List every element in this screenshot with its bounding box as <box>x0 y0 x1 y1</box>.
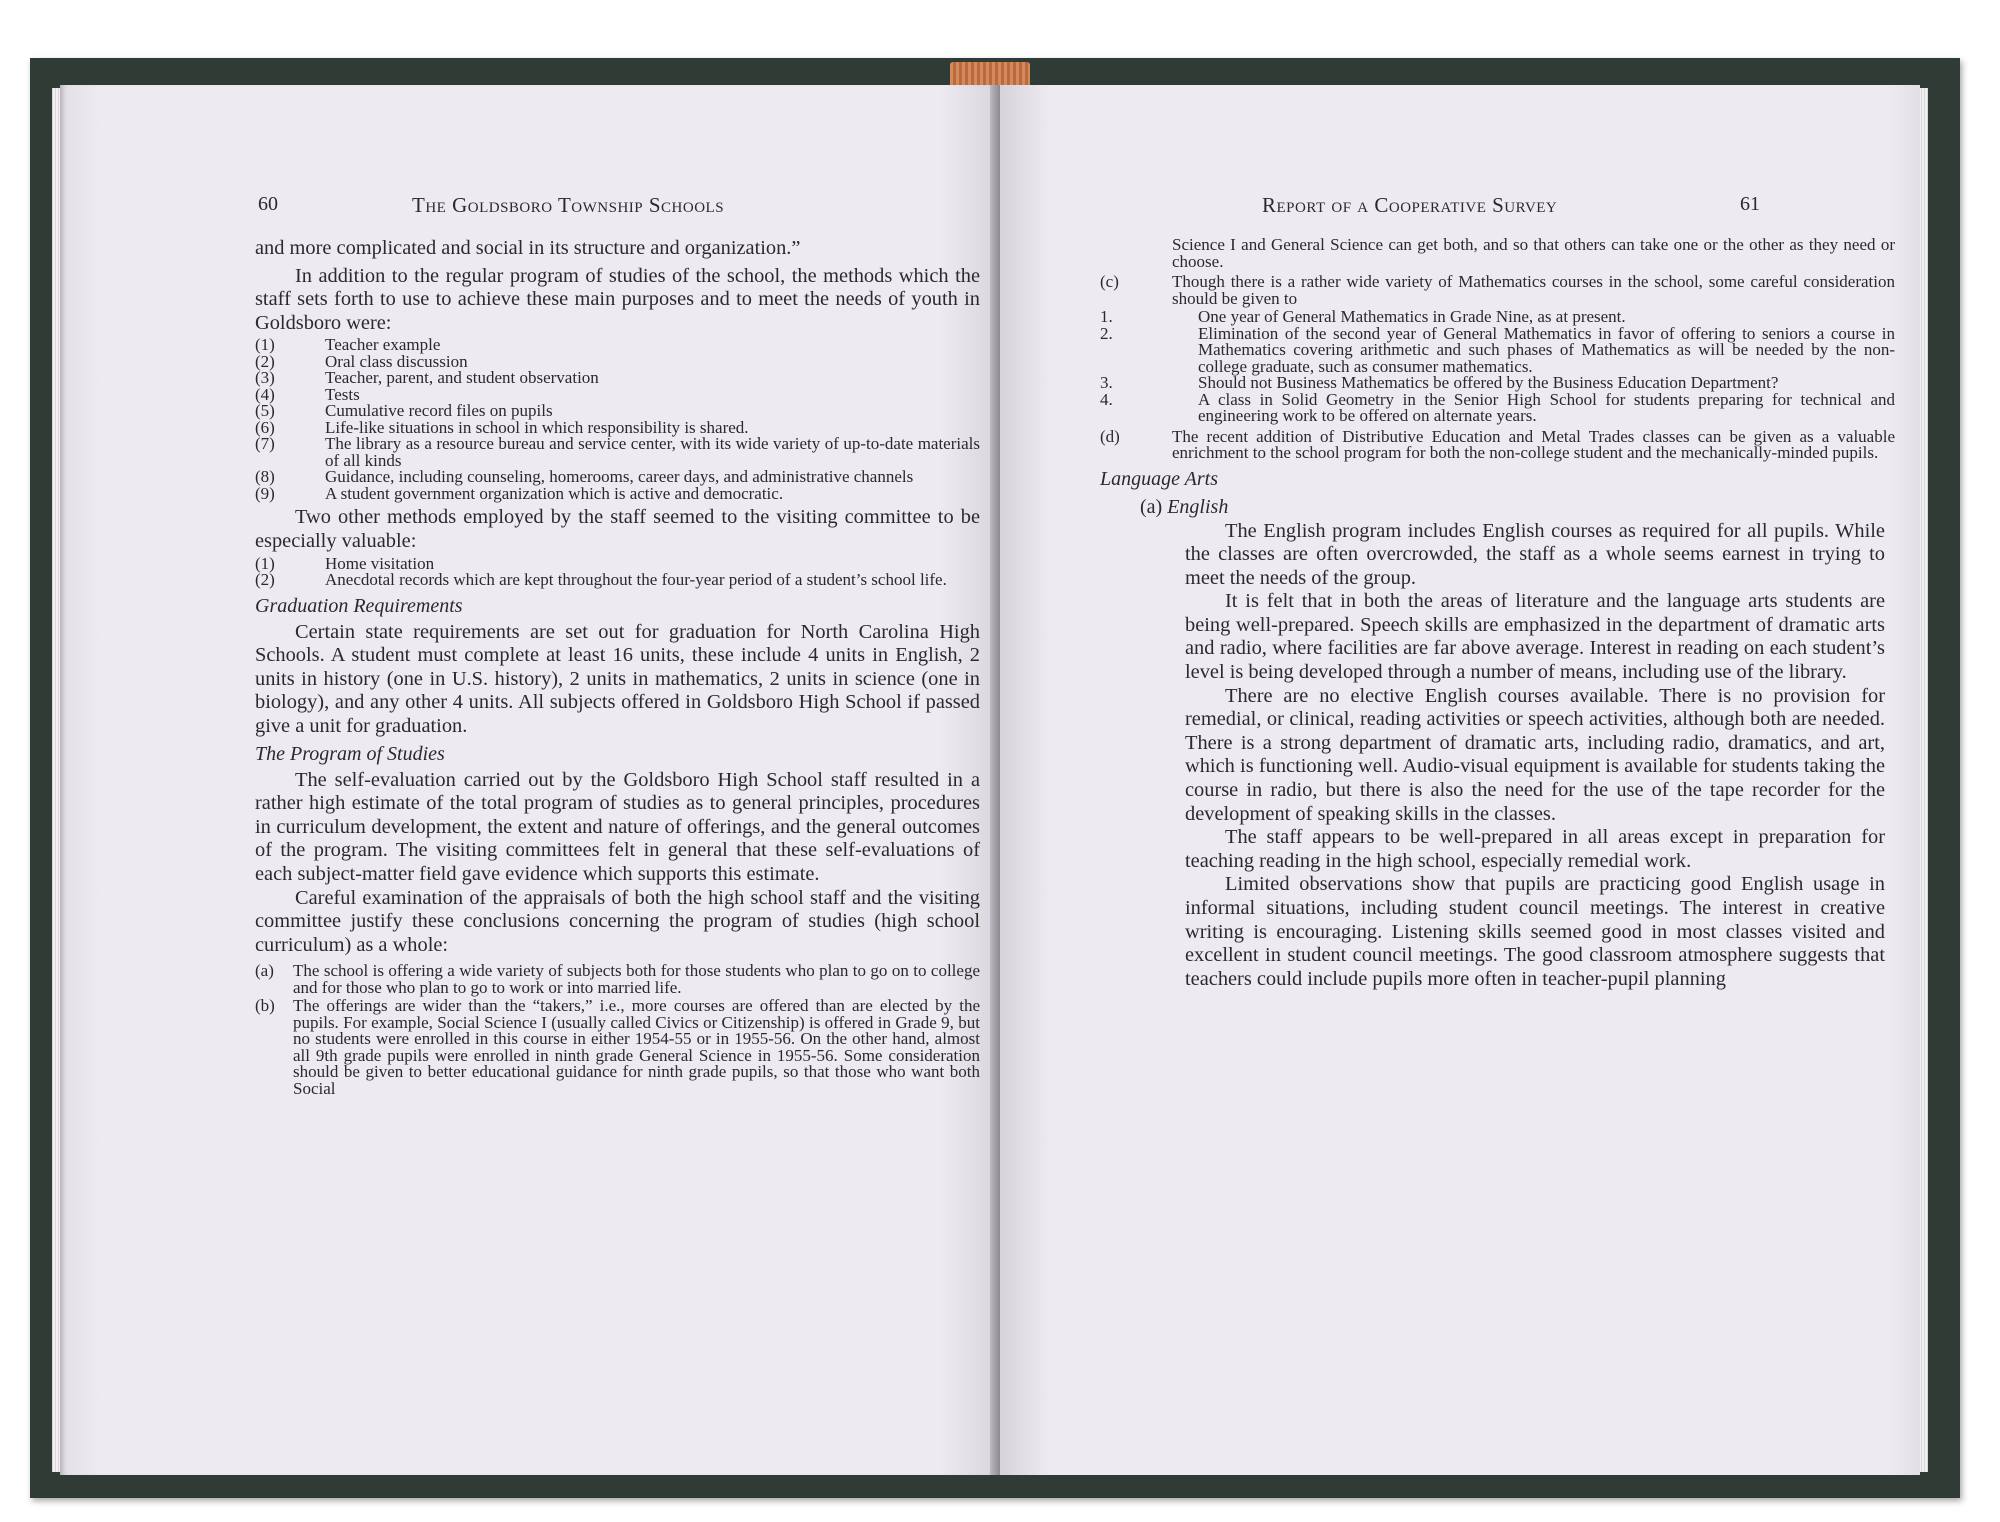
subheading-marker: (a) <box>1140 495 1163 518</box>
list-marker: (a) <box>255 961 274 981</box>
paragraph-english-program: The English program includes English courses as required for all pupils. While the classes are often overcrowded, the staff as a whole seems earnest in trying to meet the needs of the group. <box>1185 519 1885 589</box>
list-text: Though there is a rather wide variety of Mathematics courses in the school, some careful consideration should be given to <box>1172 272 1895 308</box>
list-marker: (b) <box>255 996 275 1016</box>
list-text: Tests <box>325 384 360 404</box>
paragraph-limited-observations: Limited observations show that pupils are practicing good English usage in informal situations, including student council meetings. The interest in creative writing is encouraging. Listening skills seemed good in most classes visited and excellent in student council meetings. The good classroom atmosphere suggests that teachers could include pupils more often in teacher-pupil planning <box>1185 873 1885 990</box>
paragraph-continued: and more complicated and social in its structure and organization.” <box>255 237 801 259</box>
list-item <box>1100 323 1895 376</box>
subheading-text: English <box>1167 495 1229 518</box>
list-text: A class in Solid Geometry in the Senior High School for students preparing for technical and engineering work to be offered on alternate years. <box>1198 389 1895 425</box>
page-number-left: 60 <box>258 193 278 215</box>
heading-program-of-studies: The Program of Studies <box>255 742 445 765</box>
item-d-list <box>1100 426 1895 462</box>
left-page-content <box>255 237 980 1101</box>
list-text: Life-like situations in school in which responsibility is shared. <box>325 417 749 437</box>
paragraph-graduation: Certain state requirements are set out for graduation for North Carolina High Schools. A student must complete at least 16 units, these include 4 units in English, 2 units in history (one in U.S. history), 2 units in mathematics, 2 units in science (one in biology), and any other 4 units. All subjects offered in Goldsboro High School if passed give a unit for graduation. <box>255 620 980 737</box>
list-item <box>255 483 980 503</box>
list-text: Should not Business Mathematics be offered by the Business Education Department? <box>1198 373 1779 392</box>
paragraph-careful-examination: Careful examination of the appraisals of both the high school staff and the visiting committee justify these conclusions concerning the program of studies (high school curriculum) as a whole: <box>255 886 980 956</box>
list-marker: (5) <box>255 401 275 421</box>
list-marker: 1. <box>1100 307 1113 326</box>
list-text: Cumulative record files on pupils <box>325 401 553 421</box>
right-page <box>1000 85 1920 1475</box>
list-text: A student government organization which is active and democratic. <box>325 483 784 503</box>
list-marker: (1) <box>255 335 275 355</box>
list-marker: 3. <box>1100 373 1113 392</box>
left-page <box>60 85 998 1475</box>
english-section <box>1100 520 1895 992</box>
list-marker: 4. <box>1100 389 1113 409</box>
running-title-right: Report of a Cooperative Survey <box>1262 193 1558 217</box>
list-text: Elimination of the second year of General Mathematics in favor of offering to seniors a course in Mathematics covering arithmetic and such phases of Mathematics as will be needed by the non-college graduate, such as consumer mathematics. <box>1198 323 1895 376</box>
list-text: One year of General Mathematics in Grade Nine, as at present. <box>1198 307 1626 326</box>
paragraph-literature: It is felt that in both the areas of literature and the language arts students are being well-prepared. Speech skills are emphasized in the department of dramatic arts and radio, where facilities are far above average. Interest in reading on each student’s level is being developed through a number of means, including use of the library. <box>1185 590 1885 684</box>
other-methods-list <box>255 553 980 590</box>
list-marker: (1) <box>255 553 275 573</box>
running-head-right <box>1000 193 1920 223</box>
paragraph-methods: In addition to the regular program of studies of the school, the methods which the staff sets forth to use to achieve these main purposes and to meet the needs of youth in Goldsboro were: <box>255 264 980 334</box>
paragraph-self-evaluation: The self-evaluation carried out by the Goldsboro High School staff resulted in a rather high estimate of the total program of studies as to general principles, procedures in curriculum development, the extent and nature of offerings, and the general outcomes of the program. The visiting committees felt in general that these self-evaluations of each subject-matter field gave evidence which supports this estimate. <box>255 768 980 885</box>
conclusions-list <box>255 963 980 1097</box>
heading-language-arts: Language Arts <box>1100 467 1218 490</box>
list-marker: (2) <box>255 570 275 590</box>
list-text: Oral class discussion <box>325 351 468 371</box>
list-item-d <box>1100 426 1895 462</box>
list-text: Home visitation <box>325 553 435 573</box>
list-text: The offerings are wider than the “takers,” i.e., more courses are offered than are elected by the pupils. For example, Social Science I (usually called Civics or Citizenship) is offered in Grade 9, but no students were enrolled in this course in either 1954-55 or in 1955-56. On the other hand, almost all 9th grade pupils were enrolled in ninth grade General Science in 1955-56. Some consideration should be given to better educational guidance for ninth grade pupils, so that those who want both Social <box>293 996 980 1098</box>
list-text: Anecdotal records which are kept throughout the four-year period of a student’s school life. <box>325 570 947 590</box>
subheading-english <box>1140 494 1895 520</box>
list-marker: (2) <box>255 351 275 371</box>
list-item <box>255 370 980 387</box>
list-item-b-continued: Science I and General Science can get both, and so that others can take one or the other as they need or choose. <box>1172 235 1895 271</box>
list-item-c <box>1100 274 1895 307</box>
list-item <box>255 436 980 469</box>
list-text: The library as a resource bureau and service center, with its wide variety of up-to-date materials of all kinds <box>325 434 980 470</box>
page-number-right: 61 <box>1740 193 1760 215</box>
list-marker: (7) <box>255 434 275 454</box>
list-marker: (4) <box>255 384 275 404</box>
heading-graduation: Graduation Requirements <box>255 594 463 617</box>
running-title-left: The Goldsboro Township Schools <box>412 193 725 217</box>
running-head-left <box>60 193 998 223</box>
paragraph-two-other: Two other methods employed by the staff seemed to the visiting committee to be especially valuable: <box>255 506 980 552</box>
list-marker: (9) <box>255 483 275 503</box>
list-text: The recent addition of Distributive Education and Metal Trades classes can be given as a valuable enrichment to the school program for both the non-college student and the mechanically-minded pupils. <box>1172 426 1895 462</box>
list-text: Teacher example <box>325 335 441 355</box>
list-marker: 2. <box>1100 323 1113 343</box>
item-c-list <box>1100 274 1895 307</box>
list-item <box>255 998 980 1097</box>
list-item <box>255 572 980 589</box>
right-page-content <box>1100 237 1895 991</box>
list-marker: (6) <box>255 417 275 437</box>
math-list <box>1100 309 1895 425</box>
list-marker: (c) <box>1100 272 1119 291</box>
list-text: Teacher, parent, and student observation <box>325 368 599 388</box>
paragraph-staff: The staff appears to be well-prepared in all areas except in preparation for teaching reading in the high school, especially remedial work. <box>1185 826 1885 872</box>
list-item <box>1100 389 1895 425</box>
paragraph-elective: There are no elective English courses available. There is no provision for remedial, or clinical, reading activities or speech activities, although both are needed. There is a strong department of dramatic arts, including radio, dramatics, and art, which is functioning well. Audio-visual equipment is available for students taking the course in radio, but there is also the need for the use of the tape recorder for the development of speaking skills in the classes. <box>1185 684 1885 825</box>
list-marker: (3) <box>255 368 275 388</box>
list-text: The school is offering a wide variety of subjects both for those students who plan to go on to college and for those who plan to go to work or into married life. <box>293 961 980 997</box>
list-text: Guidance, including counseling, homerooms, career days, and administrative channels <box>325 467 914 487</box>
list-marker: (d) <box>1100 426 1120 446</box>
methods-list <box>255 337 980 502</box>
list-item <box>255 963 980 996</box>
list-marker: (8) <box>255 467 275 487</box>
